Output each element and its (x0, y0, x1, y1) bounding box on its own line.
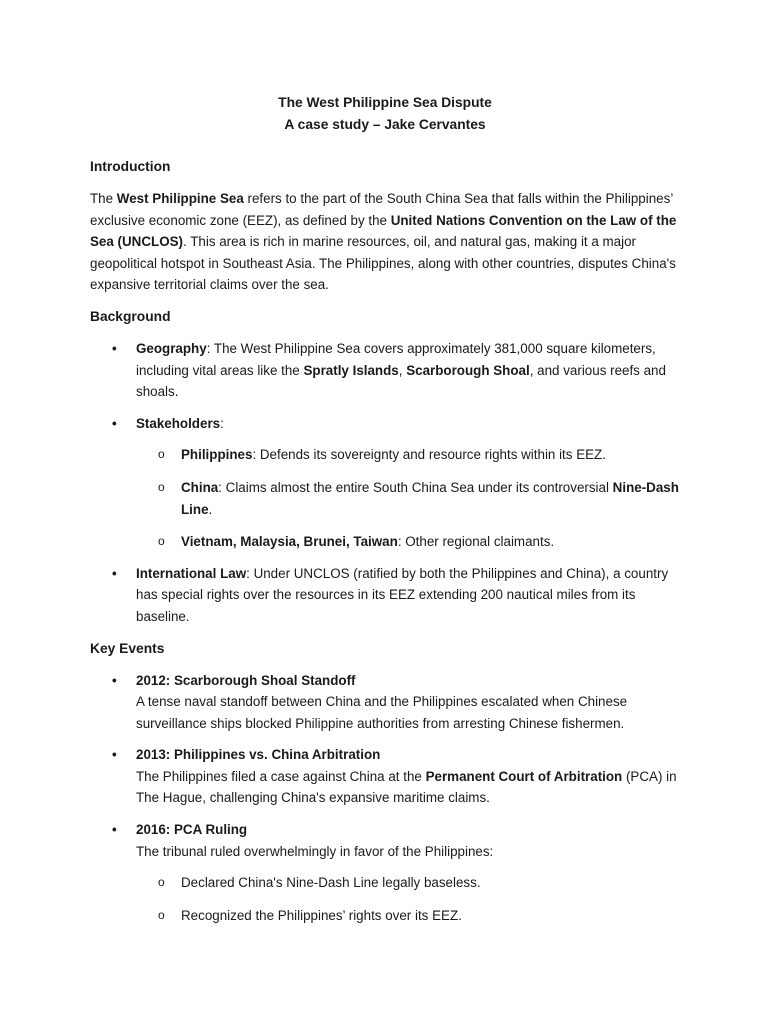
sub-bullet-icon: o (158, 479, 165, 494)
key-events-list (90, 670, 680, 927)
event-title: 2013: Philippines vs. China Arbitration (136, 747, 381, 763)
event-title: 2016: PCA Ruling (136, 822, 248, 838)
section-heading-key-events: Key Events (90, 640, 165, 656)
sub-bullet-icon: o (158, 907, 165, 922)
list-item-ruling-2: o Recognized the Philippines’ rights over its EEZ. (90, 905, 680, 927)
document-page (90, 92, 680, 926)
list-item-china: o China: Claims almost the entire South China Sea under its controversial Nine-Dash Line. (90, 477, 680, 520)
background-list (90, 338, 680, 628)
section-heading-background: Background (90, 308, 171, 324)
list-item-other-claimants: o Vietnam, Malaysia, Brunei, Taiwan: Other regional claimants. (90, 531, 680, 553)
term-west-philippine-sea: West Philippine Sea (116, 191, 244, 206)
term-unclos: United Nations Convention on the Law of the Sea (UNCLOS) (90, 212, 677, 250)
event-description: The tribunal ruled overwhelmingly in favor of the Philippines: (136, 843, 494, 859)
list-item-event-2016 (90, 819, 680, 926)
sub-bullet-icon: o (158, 875, 165, 890)
list-item-stakeholders: • Stakeholders: o Philippines: Defends its sovereignty and resource rights within its EEZ. o China: Claims almost the entire South China Sea under its controversial Nine-Dash Line. o Vietnam, Malaysia, Brunei, Taiwan: Other regional claimants. (90, 413, 680, 553)
section-heading-introduction: Introduction (90, 159, 171, 174)
stakeholders-list (90, 444, 680, 552)
document-subtitle: A case study – Jake Cervantes (284, 117, 486, 132)
list-item-ruling-1: o Declared China's Nine-Dash Line legally baseless. (90, 872, 680, 894)
list-item-philippines: o Philippines: Defends its sovereignty and resource rights within its EEZ. (90, 444, 680, 466)
ruling-list (90, 872, 680, 926)
bullet-icon: • (112, 565, 117, 581)
bullet-icon: • (112, 747, 117, 763)
list-item-event-2012 (90, 670, 680, 735)
list-item-international-law: • International Law: Under UNCLOS (ratified by both the Philippines and China), a country has special rights over the resources in its EEZ extending 200 nautical miles from its baseline. (90, 563, 680, 628)
list-item-geography: • Geography: The West Philippine Sea covers approximately 381,000 square kilometers, including vital areas like the Spratly Islands, Scarborough Shoal, and various reefs and shoals. (90, 338, 680, 403)
bullet-icon: • (112, 822, 117, 838)
introduction-paragraph: The West Philippine Sea refers to the part of the South China Sea that falls within the Philippines’ exclusive economic zone (EEZ), as defined by the United Nations Convention on the Law of the Sea (UNCLOS). This area is rich in marine resources, oil, and natural gas, making it a major geopolitical hotspot in Southeast Asia. The Philippines, along with other countries, disputes China's expansive territorial claims over the sea. (90, 191, 677, 293)
sub-bullet-icon: o (158, 534, 165, 549)
bullet-icon: • (112, 340, 117, 356)
event-title: 2012: Scarborough Shoal Standoff (136, 672, 356, 688)
event-description: A tense naval standoff between China and the Philippines escalated when Chinese surveillance ships blocked Philippine authorities from arresting Chinese fishermen. (136, 694, 628, 731)
list-item-event-2013: • 2013: Philippines vs. China Arbitration The Philippines filed a case against China at the Permanent Court of Arbitration (PCA) in The Hague, challenging China's expansive maritime claims. (90, 744, 680, 809)
sub-bullet-icon: o (158, 447, 165, 462)
bullet-icon: • (112, 672, 117, 688)
bullet-icon: • (112, 415, 117, 431)
document-title: The West Philippine Sea Dispute (278, 95, 492, 110)
